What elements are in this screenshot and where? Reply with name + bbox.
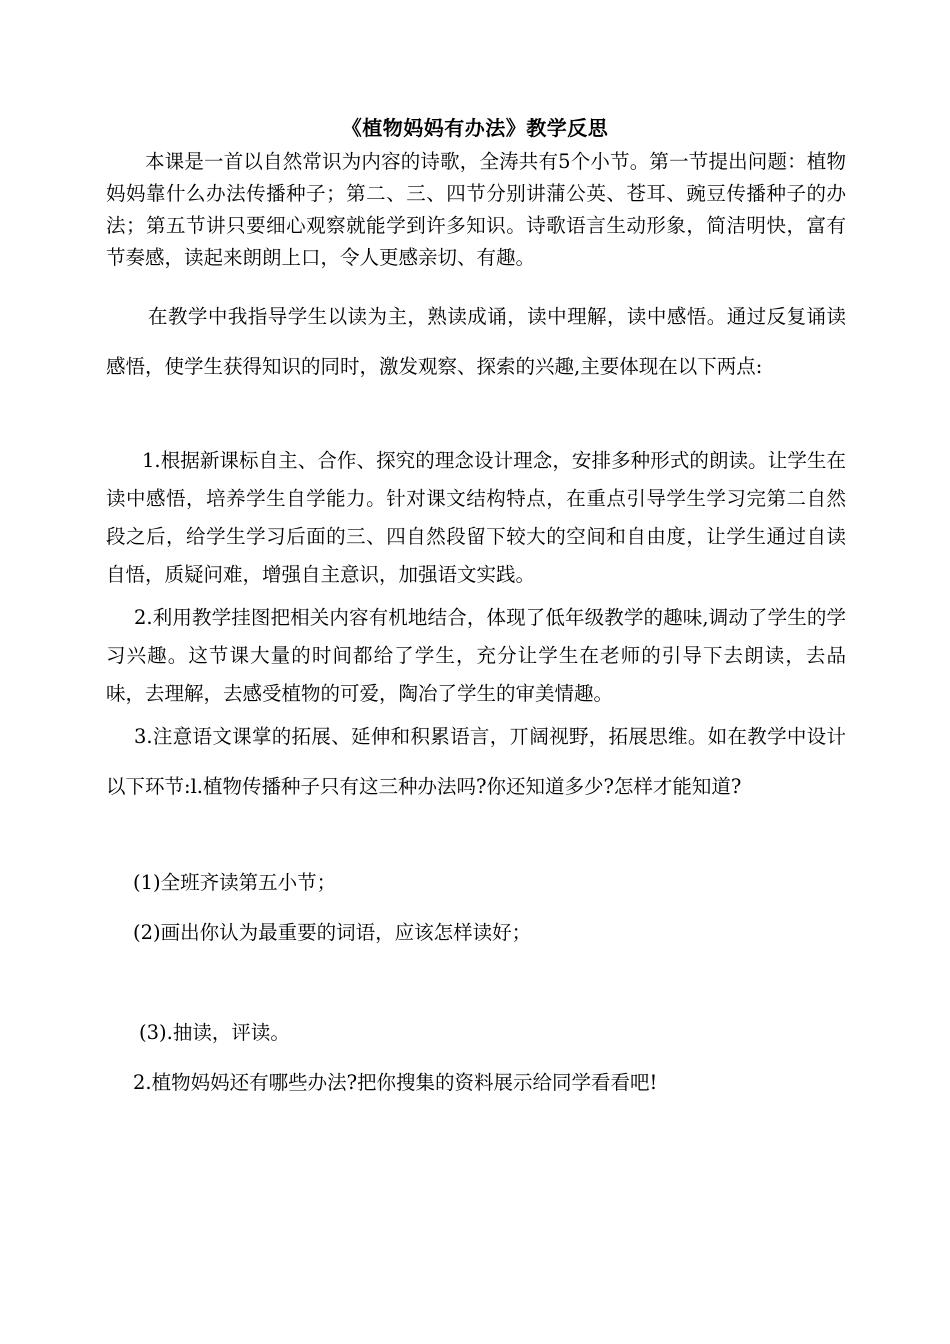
document-title: 《植物妈妈有办法》教学反思 — [341, 116, 609, 140]
paragraph-teaching-method: 在教学中我指导学生以读为主，熟读成诵，读中理解，读中感悟。通过反复诵读感悟，使学生获得知识的同时，激发观察、探索的兴趣,主要体现在以下两点: — [106, 305, 846, 378]
paragraph-point-3: 3.注意语文课掌的拓展、延伸和积累语言，丌阔视野，拓展思维。如在教学中设计以下环节:l.植物传播种子只有这三种办法吗?你还知道多少?怎样才能知道? — [106, 725, 846, 798]
paragraph-point-2: 2.利用教学挂图把相关内容有机地结合，体现了低年级教学的趣味,调动了学生的学习兴趣。这节课大量的时间都给了学生，充分让学生在老师的引导下去朗读，去品味，去理解，去感受植物的可爱，陶冶了学生的审美情趣。 — [106, 606, 846, 705]
list-item: (2)画出你认为最重要的词语，应该怎样读好； — [133, 921, 532, 944]
paragraph-point-1: 1.根据新课标自主、合作、探究的理念设计理念，安排多种形式的朗读。让学生在读中感悟，培养学生自学能力。针对课文结构特点，在重点引导学生学习完第二自然段之后，给学生学习后面的三、四自然段留下较大的空间和自由度，让学生通过自读自悟，质疑问难，增强自主意识，加强语文实践。 — [106, 449, 846, 586]
list-item: (1)全班齐读第五小节； — [133, 871, 337, 894]
paragraph-intro: 本课是一首以自然常识为内容的诗歌，全涛共有5个小节。第一节提出问题：植物妈妈靠什么办法传播种子；第二、三、四节分别讲蒲公英、苍耳、豌豆传播种子的办法；第五节讲只要细心观察就能学到许多知识。诗歌语言生动形象，简洁明快，富有节奏感，读起来朗朗上口，令人更感亲切、有趣。 — [106, 150, 846, 269]
list-item: (3).抽读，评读。 — [139, 1021, 290, 1044]
list-item: 2.植物妈妈还有哪些办法?把你搜集的资料展示给同学看看吧! — [133, 1071, 658, 1094]
